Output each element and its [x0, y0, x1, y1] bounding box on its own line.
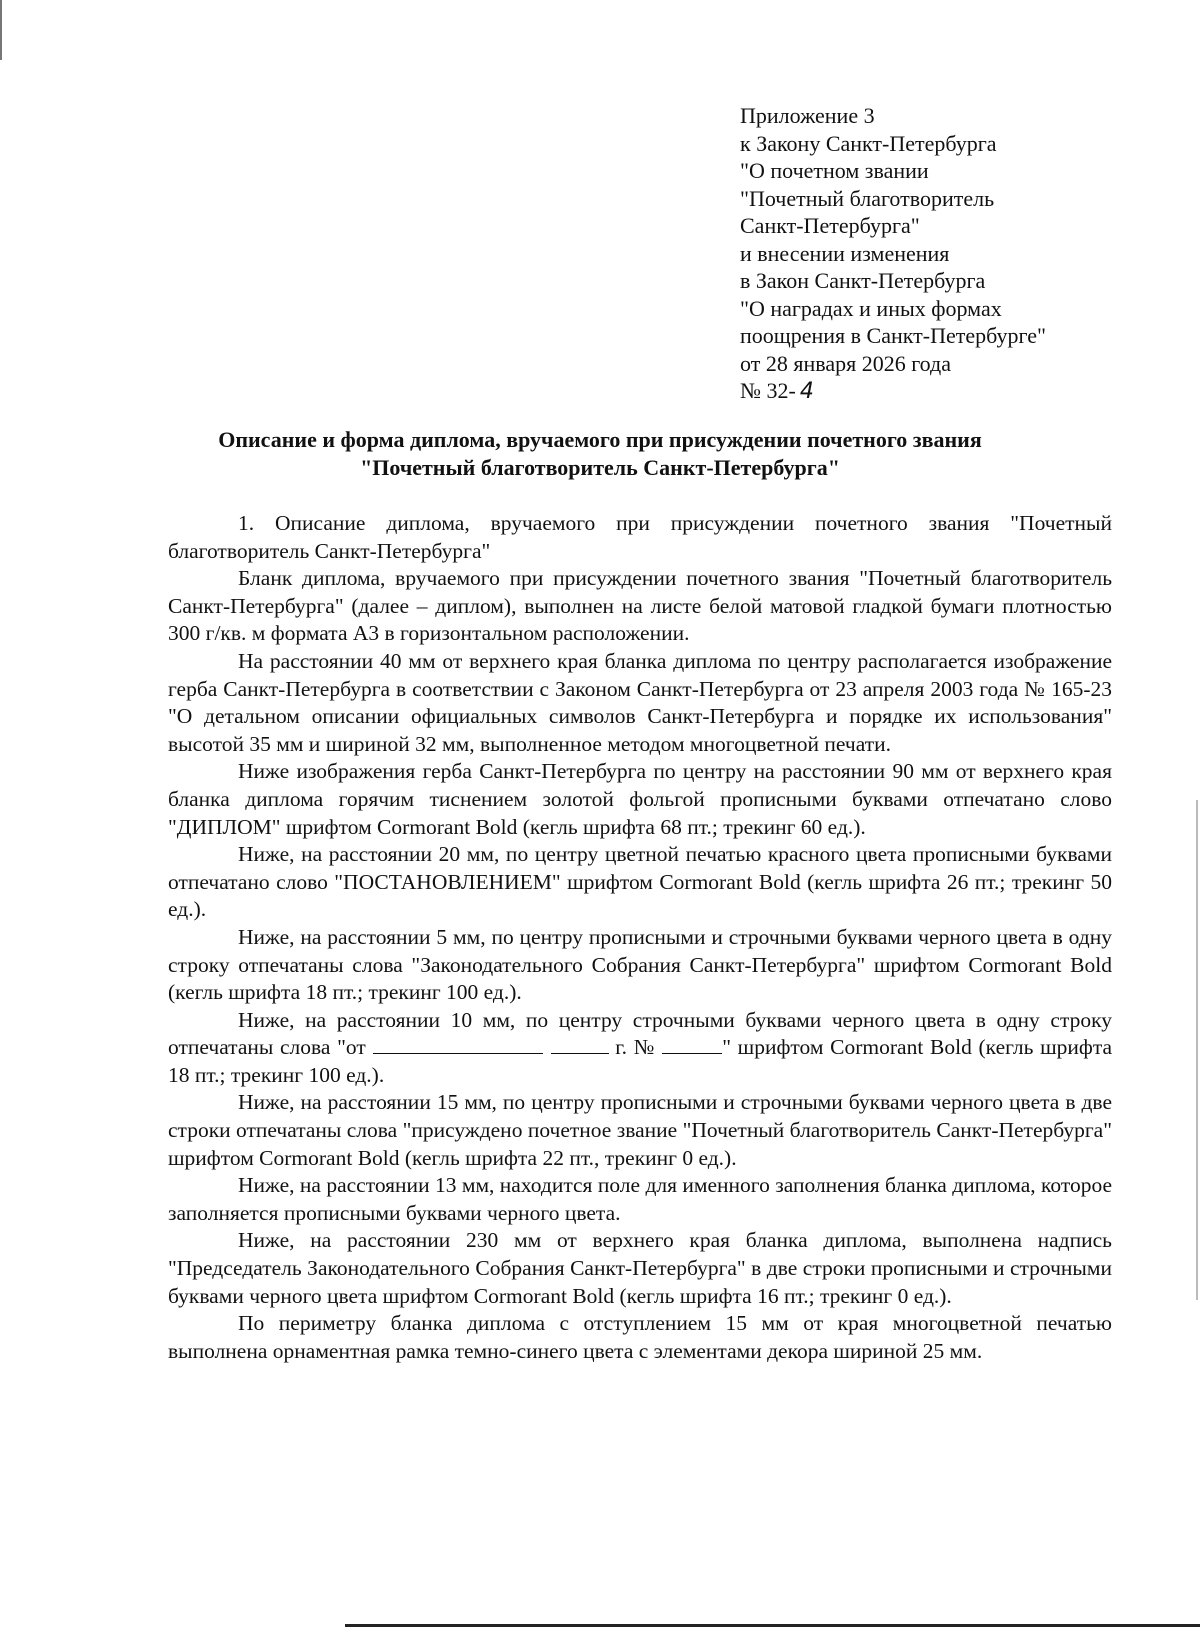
- body-paragraph: Ниже, на расстоянии 15 мм, по центру прописными и строчными буквами черного цвета в две строки отпечатаны слова "присуждено почетное звание "Почетный благотворитель Санкт-Петербурга" шрифтом Cormorant Bold (кегль шрифта 22 пт., трекинг 0 ед.).: [168, 1090, 1112, 1170]
- body-paragraph: 1. Описание диплома, вручаемого при присуждении почетного звания "Почетный благотворитель Санкт-Петербурга": [168, 511, 1112, 563]
- form-paragraph: [168, 1007, 1112, 1090]
- header-line: "О почетном звании: [740, 158, 929, 183]
- form-paragraph-text-3: " шрифтом Cormorant Bold (кегль шрифта 18 пт.; трекинг 100 ед.).: [168, 1035, 1113, 1087]
- number-blank-line: [662, 1052, 722, 1054]
- header-line: "О наградах и иных формах: [740, 295, 1002, 321]
- header-line: поощрения в Санкт-Петербурге": [740, 323, 1046, 348]
- body-paragraph: Ниже, на расстоянии 5 мм, по центру прописными и строчными буквами черного цвета в одну строку отпечатаны слова "Законодательного Собрания Санкт-Петербурга" шрифтом Cormorant Bold (кегль шрифта 18 пт.; трекинг 100 ед.).: [168, 924, 1112, 1005]
- body-paragraph: По периметру бланка диплома с отступлением 15 мм от края многоцветной печатью выполнена орнаментная рамка темно-синего цвета с элементами декора шириной 25 мм.: [168, 1311, 1112, 1363]
- header-line: от 28 января 2026 года: [740, 350, 951, 376]
- form-paragraph-text-1: Ниже, на расстоянии 10 мм, по центру строчными буквами черного цвета в одну строку отпечатаны слова "от: [168, 1007, 1112, 1060]
- header-line: "Почетный благотворитель: [740, 185, 995, 211]
- form-paragraph-text-2: г. №: [615, 1035, 656, 1060]
- scan-edge-mark-right: [1196, 800, 1198, 1300]
- header-line: в Закон Санкт-Петербурга: [740, 268, 986, 293]
- body-paragraph: Ниже, на расстоянии 13 мм, находится поле для именного заполнения бланка диплома, которое заполняется прописными буквами черного цвета.: [168, 1173, 1112, 1225]
- date-blank-line: [373, 1052, 543, 1054]
- header-line: к Закону Санкт-Петербурга: [740, 130, 997, 156]
- law-number-handwritten: 4: [799, 379, 814, 404]
- body-paragraph: На расстоянии 40 мм от верхнего края бланка диплома по центру располагается изображение герба Санкт-Петербурга в соответствии с Законом Санкт-Петербурга от 23 апреля 2003 года № 165-23 "О детальном описании официальных символов Санкт-Петербурга и порядке их использования" высотой 35 мм и шириной 32 мм, выполненное методом многоцветной печати.: [168, 648, 1112, 756]
- appendix-header: [740, 102, 1140, 406]
- law-number-prefix: № 32-: [740, 378, 796, 403]
- title-line-2: "Почетный благотворитель Санкт-Петербурга": [360, 455, 840, 480]
- header-line: и внесении изменения: [740, 240, 950, 266]
- law-number: [740, 377, 1140, 406]
- title-line-1: Описание и форма диплома, вручаемого при присуждении почетного звания: [218, 427, 982, 452]
- header-line: Санкт-Петербурга": [740, 213, 920, 238]
- document-body: [168, 510, 1112, 1365]
- body-paragraph: Ниже, на расстоянии 20 мм, по центру цветной печатью красного цвета прописными буквами отпечатано слово "ПОСТАНОВЛЕНИЕМ" шрифтом Cormorant Bold (кегль шрифта 26 пт.; трекинг 50 ед.).: [168, 842, 1112, 922]
- body-paragraph: Бланк диплома, вручаемого при присуждении почетного звания "Почетный благотворитель Санкт-Петербурга" (далее – диплом), выполнен на листе белой матовой гладкой бумаги плотностью 300 г/кв. м формата А3 в горизонтальном расположении.: [168, 566, 1112, 646]
- body-paragraph: Ниже, на расстоянии 230 мм от верхнего края бланка диплома, выполнена надпись "Председатель Законодательного Собрания Санкт-Петербурга" в две строки прописными и строчными буквами черного цвета шрифтом Cormorant Bold (кегль шрифта 16 пт.; трекинг 0 ед.).: [168, 1228, 1112, 1308]
- document-title: [150, 426, 1050, 482]
- year-blank-line: [551, 1052, 609, 1054]
- header-line: Приложение 3: [740, 103, 875, 128]
- body-paragraph: Ниже изображения герба Санкт-Петербурга по центру на расстоянии 90 мм от верхнего края бланка диплома горячим тиснением золотой фольгой прописными буквами отпечатано слово "ДИПЛОМ" шрифтом Cormorant Bold (кегль шрифта 68 пт.; трекинг 60 ед.).: [168, 759, 1112, 839]
- scan-bottom-edge: [345, 1624, 1200, 1627]
- scan-edge-mark-left: [0, 0, 2, 60]
